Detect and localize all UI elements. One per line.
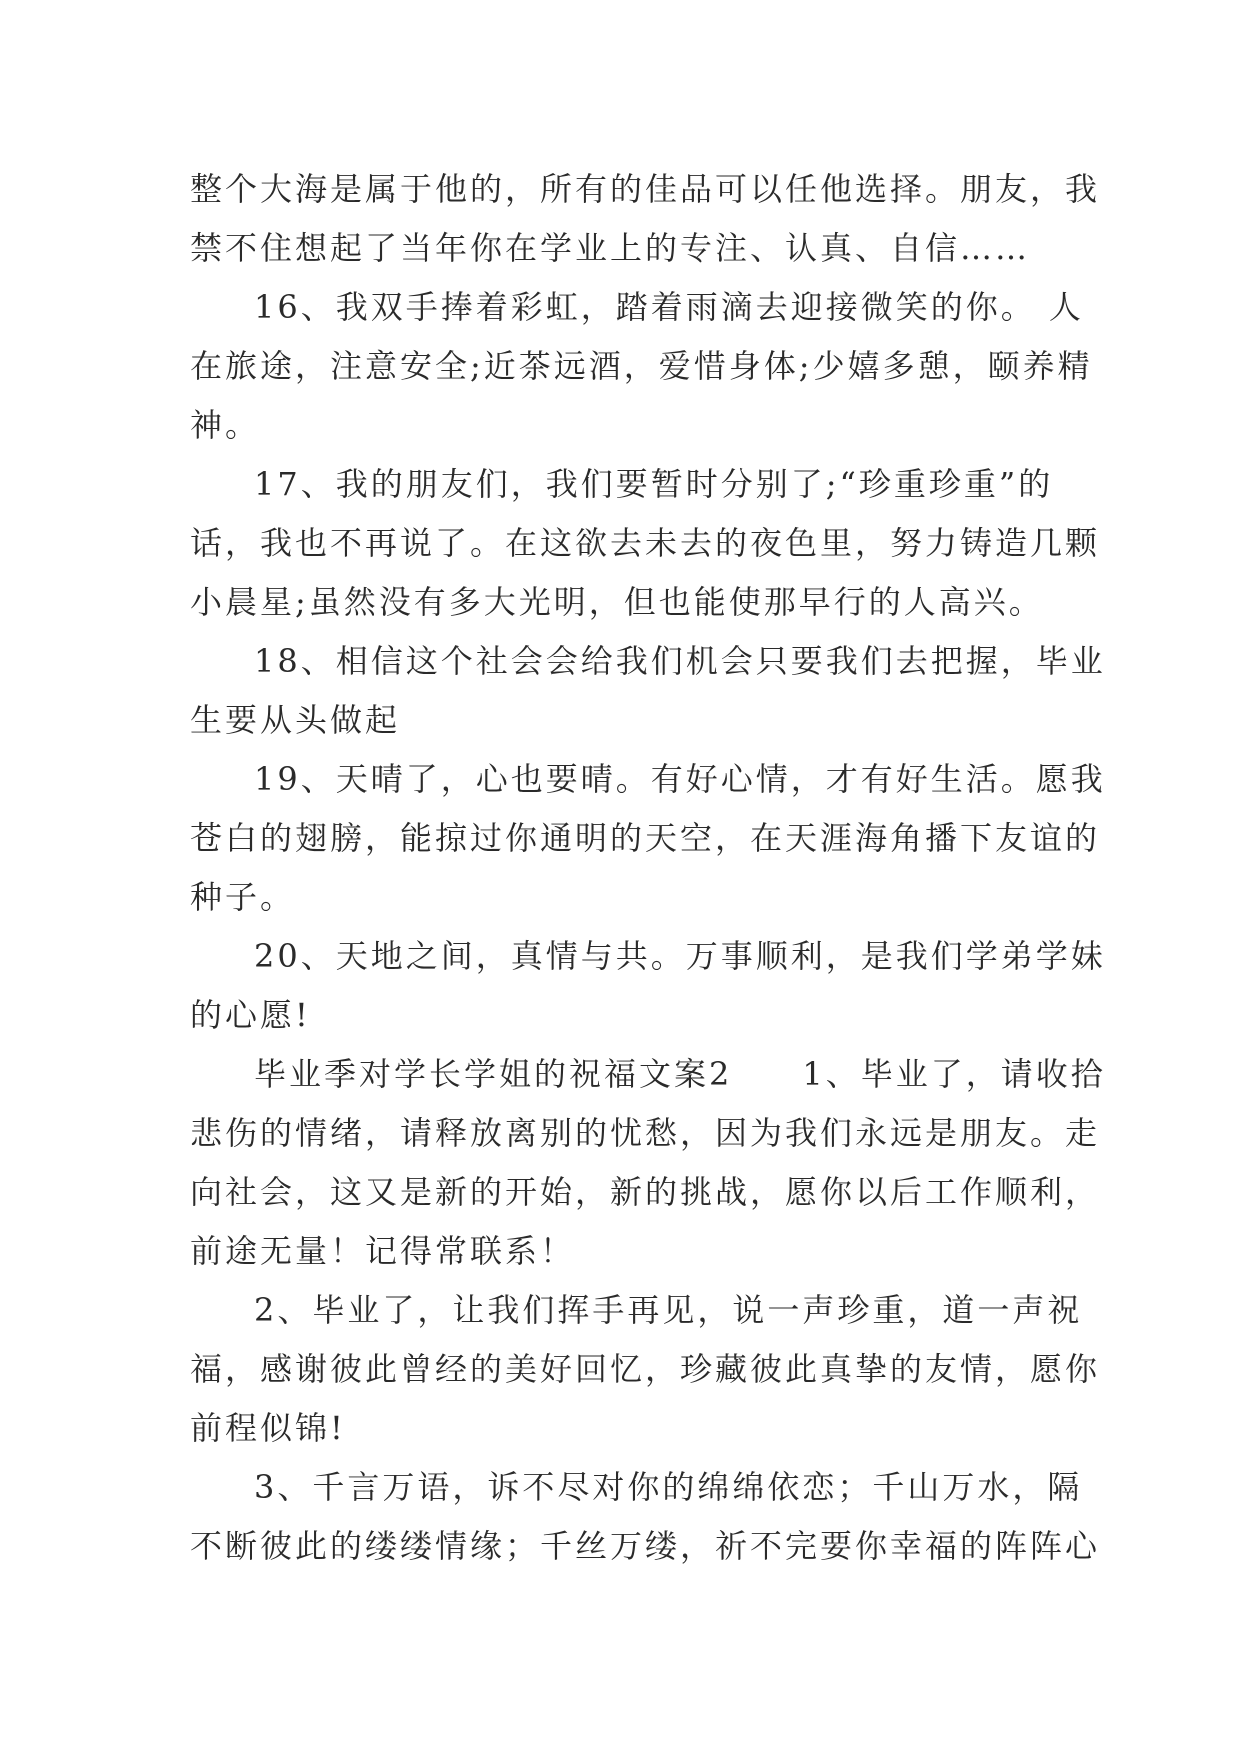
document-body [190, 160, 1106, 1576]
text-line: 向社会，这又是新的开始，新的挑战，愿你以后工作顺利， [190, 1173, 1101, 1211]
text-line: 前途无量！记得常联系！ [190, 1232, 576, 1270]
paragraph-2-start: 2、毕业了，让我们挥手再见，说一声珍重，道一声祝 [254, 1291, 1083, 1329]
text-line: 的心愿! [190, 996, 311, 1034]
paragraph-3-start: 3、千言万语，诉不尽对你的绵绵依恋；千山万水，隔 [254, 1468, 1083, 1506]
section-heading-line: 毕业季对学长学姐的祝福文案2 1、毕业了，请收拾 [254, 1055, 1106, 1093]
text-line: 在旅途，注意安全;近茶远酒，爱惜身体;少嬉多憩，颐养精 [190, 347, 1093, 385]
paragraph-19-start: 19、天晴了，心也要晴。有好心情，才有好生活。愿我 [254, 760, 1106, 798]
text-line: 前程似锦! [190, 1409, 346, 1447]
text-line: 神。 [190, 406, 261, 444]
paragraph-20-start: 20、天地之间，真情与共。万事顺利，是我们学弟学妹 [254, 937, 1106, 975]
text-line: 苍白的翅膀，能掠过你通明的天空，在天涯海角播下友谊的 [190, 819, 1101, 857]
paragraph-17-start: 17、我的朋友们，我们要暂时分别了;“珍重珍重”的 [254, 465, 1054, 503]
text-line: 种子。 [190, 878, 296, 916]
text-line: 不断彼此的缕缕情缘；千丝万缕，祈不完要你幸福的阵阵心 [190, 1527, 1101, 1565]
text-line: 话，我也不再说了。在这欲去未去的夜色里，努力铸造几颗 [190, 524, 1101, 562]
text-line: 生要从头做起 [190, 701, 401, 739]
text-line: 整个大海是属于他的，所有的佳品可以任他选择。朋友，我 [190, 170, 1101, 208]
text-line: 悲伤的情绪，请释放离别的忧愁，因为我们永远是朋友。走 [190, 1114, 1101, 1152]
paragraph-18-start: 18、相信这个社会会给我们机会只要我们去把握，毕业 [254, 642, 1106, 680]
text-line: 小晨星;虽然没有多大光明，但也能使那早行的人高兴。 [190, 583, 1044, 621]
paragraph-16-start: 16、我双手捧着彩虹，踏着雨滴去迎接微笑的你。 人 [254, 288, 1084, 326]
text-line: 禁不住想起了当年你在学业上的专注、认真、自信…… [190, 229, 1031, 267]
text-line: 福，感谢彼此曾经的美好回忆，珍藏彼此真挚的友情，愿你 [190, 1350, 1101, 1388]
